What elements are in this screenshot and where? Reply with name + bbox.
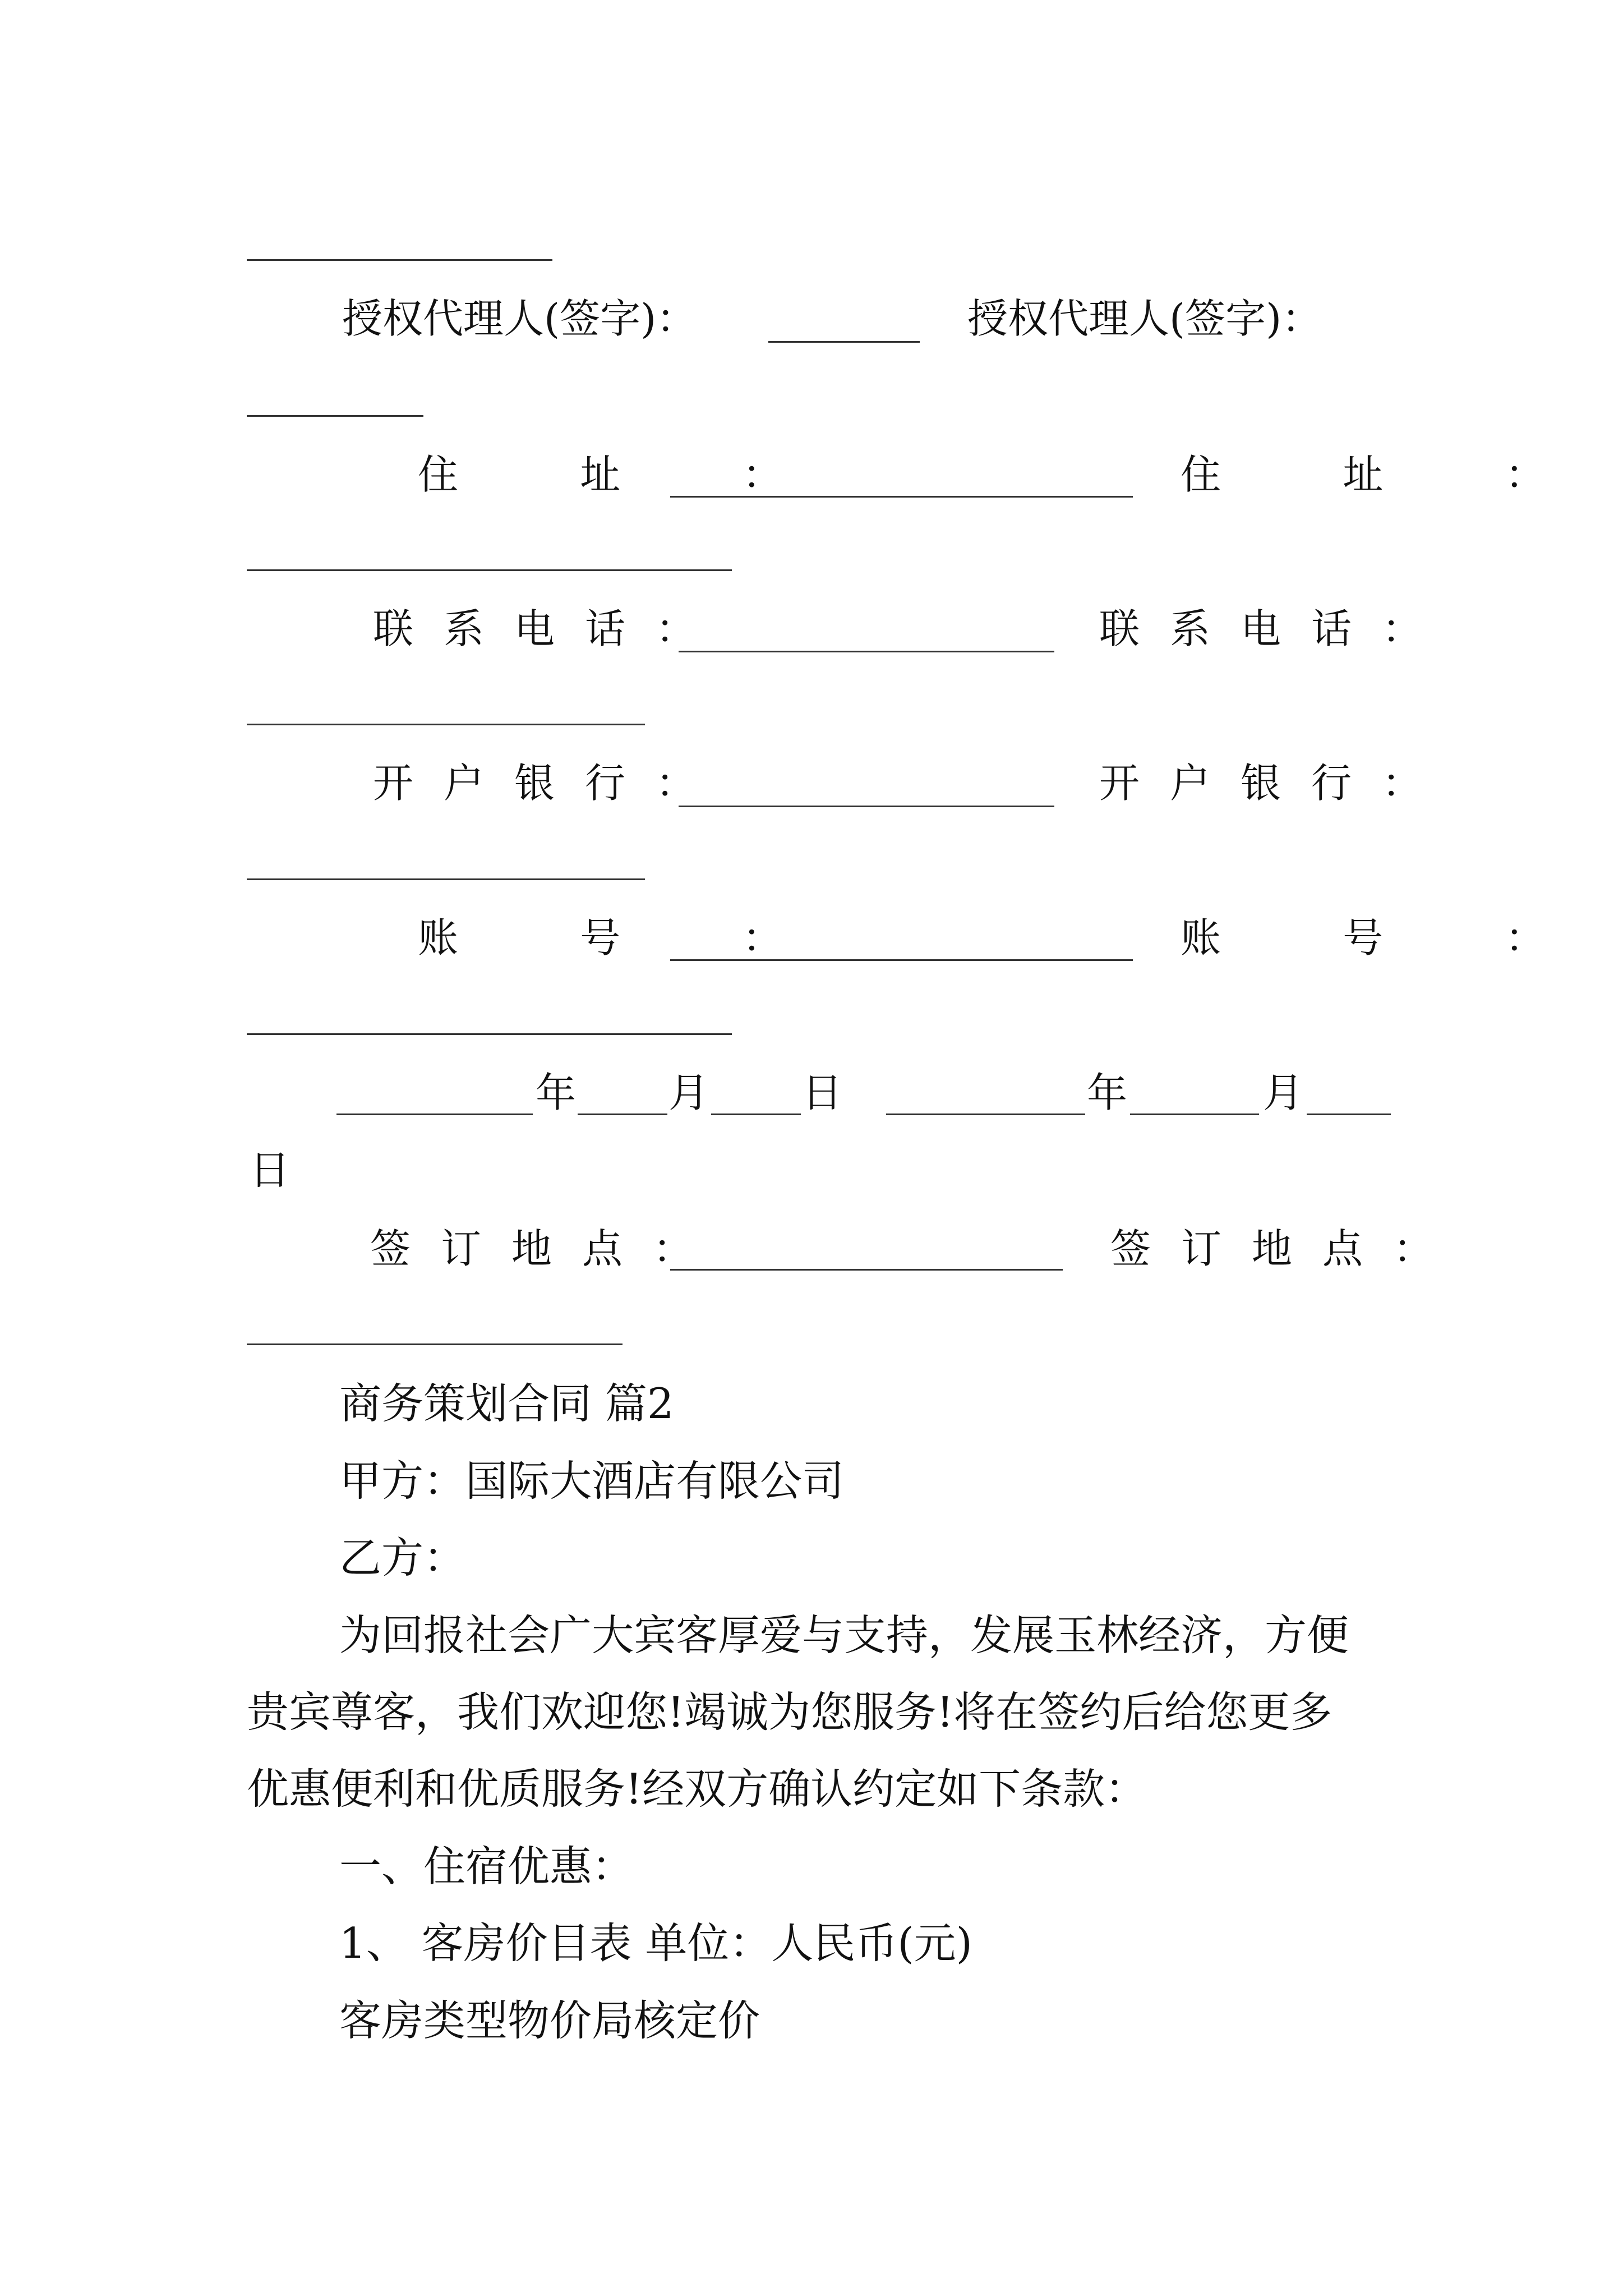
blank-line <box>670 1269 1063 1271</box>
item-heading: 一、住宿优惠： <box>339 1842 634 1891</box>
blank-line <box>247 569 732 571</box>
blank-line <box>1130 1114 1259 1115</box>
intro-line-3: 优惠便利和优质服务!经双方确认约定如下条款： <box>247 1764 1147 1814</box>
blank-line <box>711 1114 801 1115</box>
account-label-b: 账 号 ： <box>1181 914 1600 961</box>
blank-line <box>578 1114 667 1115</box>
blank-line <box>247 878 645 880</box>
blank-line <box>336 1114 533 1115</box>
bank-label-b: 开户银行： <box>1099 760 1453 807</box>
sign-place-label-a: 签订地点： <box>370 1225 724 1272</box>
phone-label-b: 联系电话： <box>1099 605 1453 652</box>
party-a: 甲方：国际大酒店有限公司 <box>339 1456 845 1506</box>
blank-line <box>886 1114 1085 1115</box>
blank-line <box>679 806 1054 807</box>
blank-line <box>670 959 1133 961</box>
intro-line-1: 为回报社会广大宾客厚爱与支持，发展玉林经济，方便 <box>339 1611 1349 1660</box>
intro-line-2: 贵宾尊客，我们欢迎您!竭诚为您服务!将在签约后给您更多 <box>247 1687 1332 1737</box>
date-day-a: 日 <box>802 1069 843 1116</box>
blank-line <box>247 1343 623 1345</box>
bank-label-a: 开户银行： <box>373 760 727 807</box>
blank-line <box>1307 1114 1391 1115</box>
blank-line <box>247 415 423 417</box>
date-year-a: 年 <box>536 1069 577 1116</box>
item-subheading: 1、 客房价目表 单位：人民币(元) <box>339 1918 972 1968</box>
blank-line <box>670 496 1133 498</box>
blank-line <box>679 651 1054 652</box>
authorized-agent-label-b: 授权代理人(签字)： <box>967 295 1322 342</box>
date-month-a: 月 <box>668 1069 709 1116</box>
date-month-b: 月 <box>1263 1069 1304 1116</box>
table-header: 客房类型物价局核定价 <box>339 1996 760 2045</box>
party-b: 乙方： <box>339 1533 466 1582</box>
address-label-b: 住 址 ： <box>1181 451 1600 498</box>
blank-line <box>247 259 552 261</box>
phone-label-a: 联系电话： <box>373 605 727 652</box>
date-day-b: 日 <box>250 1147 291 1194</box>
blank-line <box>247 724 645 725</box>
authorized-agent-label-a: 授权代理人(签字)： <box>342 295 697 342</box>
blank-line <box>247 1033 732 1035</box>
section-title: 商务策划合同 篇2 <box>339 1379 674 1428</box>
account-label-a: 账 号 ： <box>418 914 837 961</box>
sign-place-label-b: 签订地点： <box>1110 1225 1464 1272</box>
date-year-b: 年 <box>1087 1069 1128 1116</box>
blank-line <box>768 341 920 343</box>
address-label-a: 住 址 ： <box>418 451 837 498</box>
